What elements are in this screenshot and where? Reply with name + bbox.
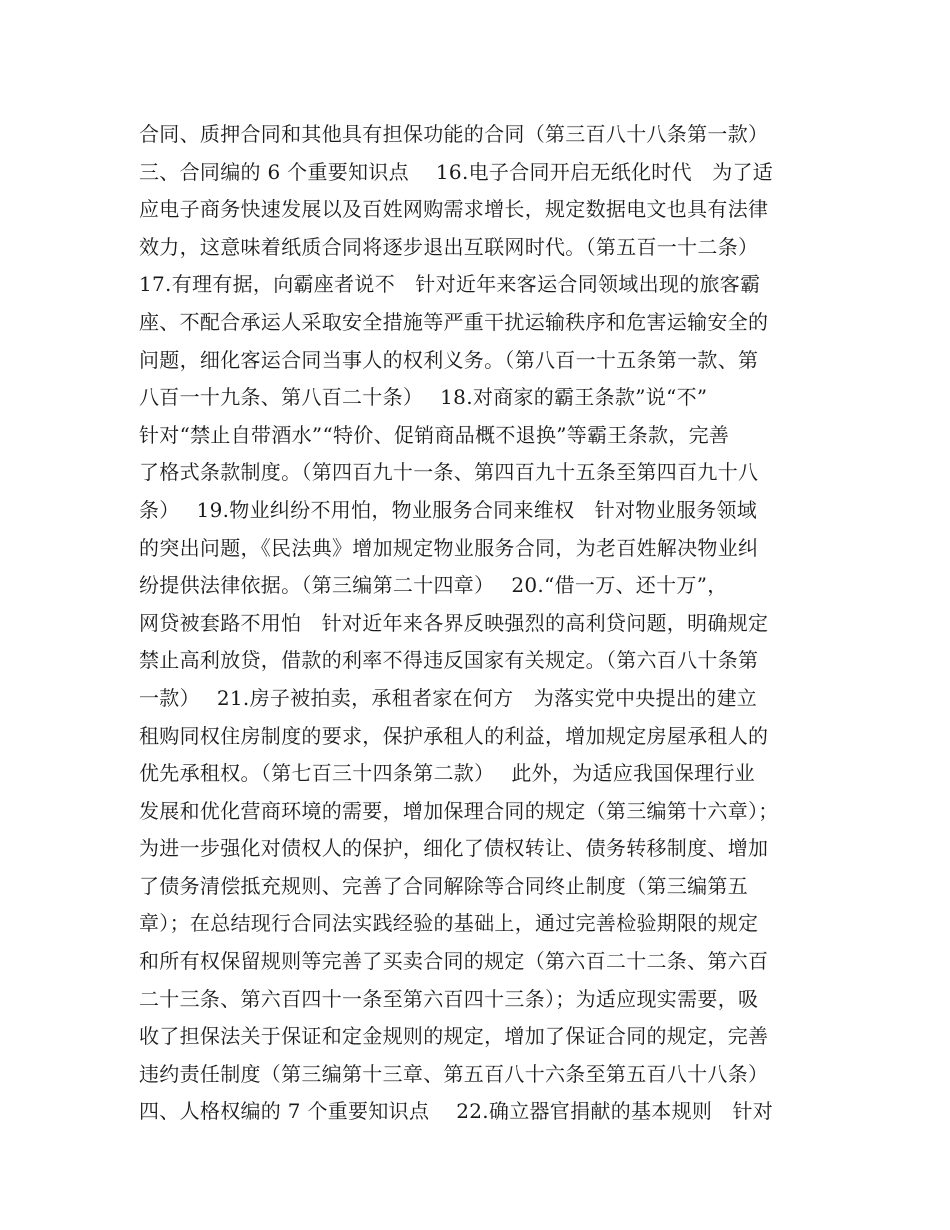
text-line: 四、人格权编的 7 个重要知识点 22.确立器官捐献的基本规则 针对 [139,1099,774,1124]
text-line: 八百一十九条、第八百二十条） 18.对商家的霸王条款”说“不” [139,385,708,410]
text-line: 应电子商务快速发展以及百姓网购需求增长，规定数据电文也具有法律 [139,197,769,222]
text-line: 收了担保法关于保证和定金规则的规定，增加了保证合同的规定，完善 [139,1024,769,1049]
text-line: 发展和优化营商环境的需要，增加保理合同的规定（第三编第十六章）； [139,798,779,823]
text-line: 为进一步强化对债权人的保护，细化了债权转让、债务转移制度、增加 [139,836,769,861]
text-line: 一款） 21.房子被拍卖，承租者家在何方 为落实党中央提出的建立 [139,685,758,710]
text-line: 合同、质押合同和其他具有担保功能的合同（第三百八十八条第一款） [139,122,769,146]
text-line: 条） 19.物业纠纷不用怕，物业服务合同来维权 针对物业服务领域 [139,497,758,522]
text-line: 了债务清偿抵充规则、完善了合同解除等合同终止制度（第三编第五 [139,873,748,898]
text-line: 优先承租权。（第七百三十四条第二款） 此外，为适应我国保理行业 [139,761,755,786]
text-line: 和所有权保留规则等完善了买卖合同的规定（第六百二十二条、第六百 [139,949,769,974]
text-line: 的突出问题，《民法典》增加规定物业服务合同，为老百姓解决物业纠 [139,535,759,560]
text-line: 三、合同编的 6 个重要知识点 16.电子合同开启无纸化时代 为了适 [139,159,774,184]
text-line: 纷提供法律依据。（第三编第二十四章） 20.“借一万、还十万”， [139,573,728,598]
text-line: 禁止高利放贷，借款的利率不得违反国家有关规定。（第六百八十条第 [139,648,759,673]
text-line: 17.有理有据，向霸座者说不 针对近年来客运合同领域出现的旅客霸 [139,272,761,297]
text-line: 网贷被套路不用怕 针对近年来各界反映强烈的高利贷问题，明确规定 [139,610,769,635]
text-line: 二十三条、第六百四十一条至第六百四十三条）；为适应现实需要，吸 [139,986,759,1011]
text-line: 租购同权住房制度的要求，保护承租人的利益，增加规定房屋承租人的 [139,723,769,748]
body-text [139,116,829,1131]
text-line: 章）；在总结现行合同法实践经验的基础上，通过完善检验期限的规定 [139,911,759,936]
text-line: 违约责任制度（第三编第十三章、第五百八十六条至第五百八十八条） [139,1061,769,1086]
text-line: 针对“禁止自带酒水”“特价、促销商品概不退换”等霸王条款，完善 [139,422,730,447]
text-line: 效力，这意味着纸质合同将逐步退出互联网时代。（第五百一十二条） [139,234,759,259]
text-line: 座、不配合承运人采取安全措施等严重干扰运输秩序和危害运输安全的 [139,309,769,334]
text-line: 问题，细化客运合同当事人的权利义务。（第八百一十五条第一款、第 [139,347,759,372]
text-line: 了格式条款制度。（第四百九十一条、第四百九十五条至第四百九十八 [139,460,759,485]
